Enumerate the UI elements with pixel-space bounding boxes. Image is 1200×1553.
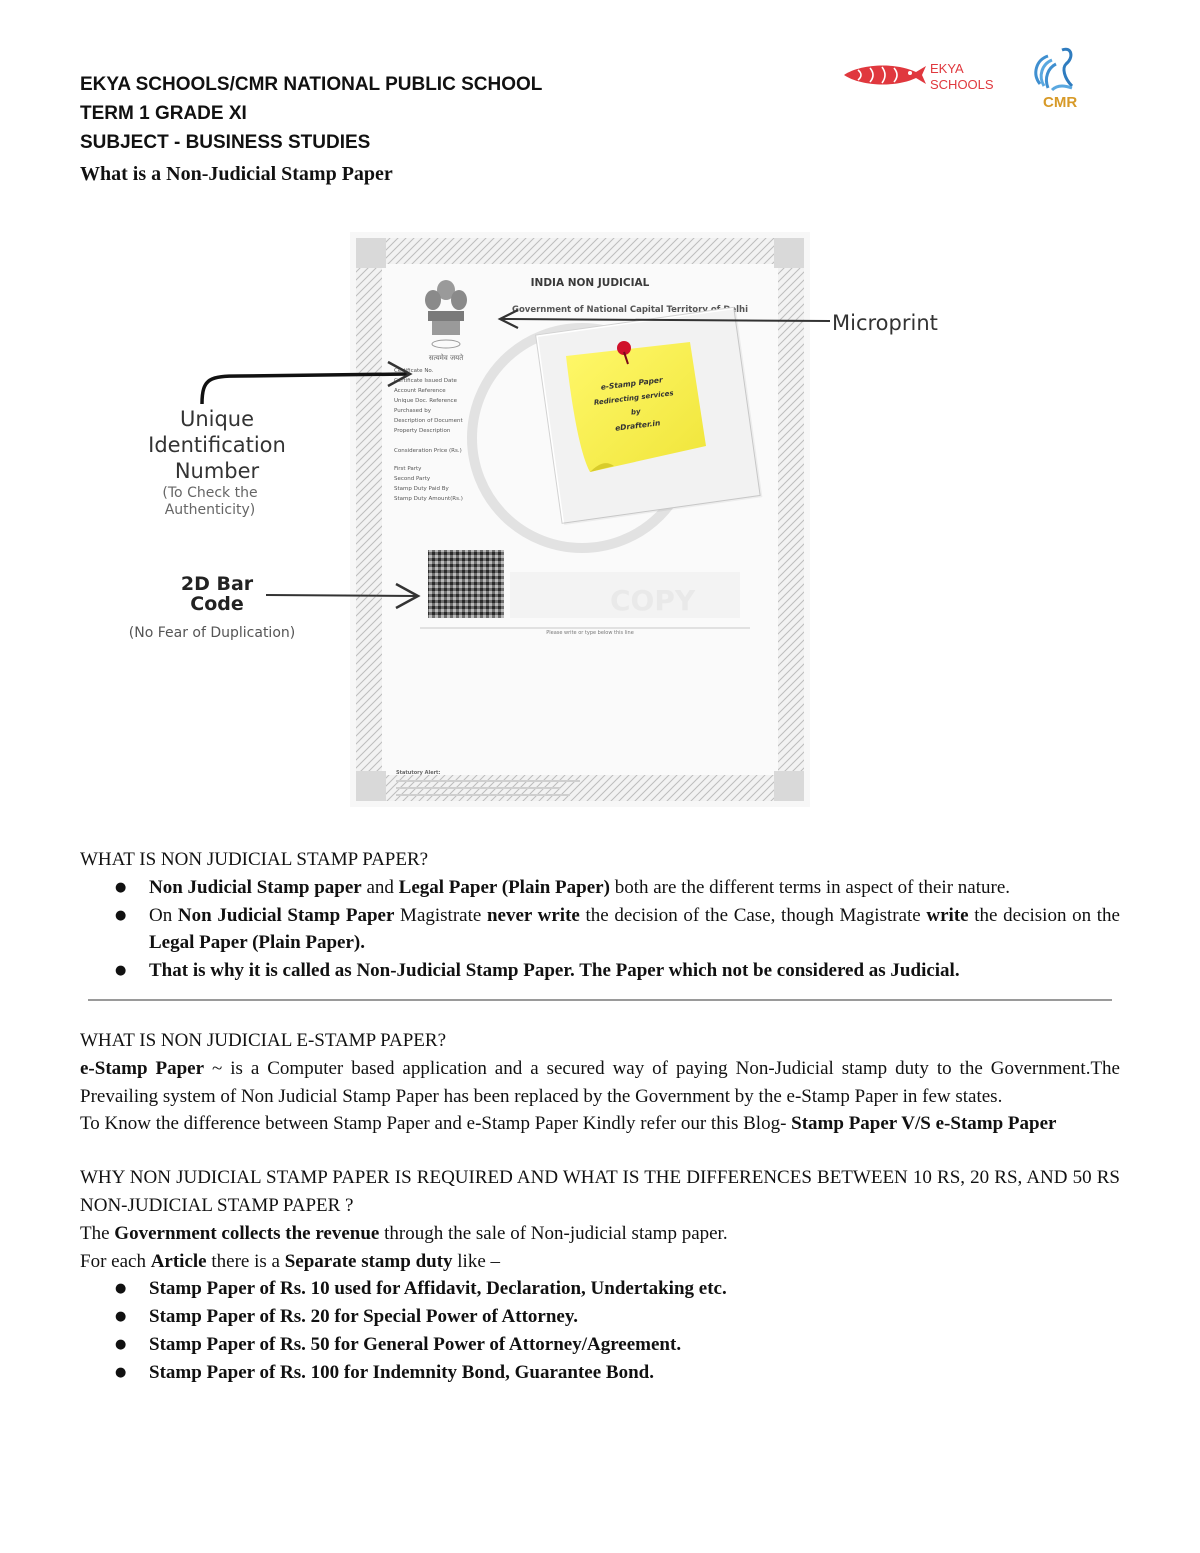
term-grade: TERM 1 GRADE XI: [80, 103, 247, 124]
blog-link-text: Stamp Paper V/S e-Stamp Paper: [791, 1113, 1057, 1135]
field-label: Description of Document: [394, 418, 463, 424]
topic-title: What is a Non-Judicial Stamp Paper: [80, 163, 393, 185]
footer-note: Statutory Alert:: [396, 770, 441, 776]
field-label: Stamp Duty Amount(Rs.): [394, 496, 463, 502]
cmr-logo-text: CMR: [1043, 94, 1078, 111]
text: and: [361, 876, 399, 898]
field-label: Property Description: [394, 428, 451, 434]
subject: SUBJECT - BUSINESS STUDIES: [80, 132, 371, 153]
text: there is a: [206, 1250, 285, 1272]
label-uin-2: Identification: [148, 433, 286, 457]
field-label: Certificate No.: [394, 368, 434, 374]
bold-text: Stamp Paper of Rs. 100 for Indemnity Bond, Guarantee Bond.: [149, 1361, 654, 1383]
label-uin-3: Number: [174, 459, 260, 483]
emblem-caption: सत्यमेव जयते: [428, 354, 464, 362]
field-label: Unique Doc. Reference: [394, 398, 457, 404]
qr-code-icon: [428, 550, 504, 618]
label-uin-1: Unique: [179, 407, 255, 431]
text: through the sale of Non-judicial stamp paper.: [379, 1222, 728, 1244]
ekya-logo-text-2: SCHOOLS: [930, 77, 994, 92]
label-uin-5: Authenticity): [164, 502, 256, 518]
bold-text: e-Stamp Paper: [80, 1057, 205, 1079]
text: the decision on the: [968, 904, 1120, 926]
document-header: [80, 70, 542, 189]
section2-paragraph-2: [80, 1110, 1120, 1138]
bold-text: Stamp Paper of Rs. 20 for Special Power of Attorney.: [149, 1306, 579, 1328]
bold-text: Non Judicial Stamp paper: [149, 876, 362, 898]
section1-heading: WHAT IS NON JUDICIAL STAMP PAPER?: [80, 849, 429, 870]
paper-title: INDIA NON JUDICIAL: [530, 277, 650, 289]
field-label: Purchased by: [394, 408, 431, 414]
label-barcode-3: (No Fear of Duplication): [128, 625, 296, 641]
text: On: [149, 904, 178, 926]
field-label: Consideration Price (Rs.): [394, 448, 462, 454]
text: The: [80, 1222, 115, 1244]
label-barcode-1: 2D Bar: [180, 573, 254, 595]
section-divider: [88, 999, 1112, 1001]
field-label: Stamp Duty Paid By: [394, 486, 449, 492]
sticky-note: [536, 307, 763, 525]
list-item: [149, 957, 1120, 985]
section3-heading: WHY NON JUDICIAL STAMP PAPER IS REQUIRED AND WHAT IS THE DIFFERENCES BETWEEN 10 RS, 20 RS, AND 50 RS NON-JUDICIAL STAMP PAPER ?: [80, 1167, 1120, 1216]
text: both are the different terms in aspect of their nature.: [609, 876, 1011, 898]
school-name: EKYA SCHOOLS/CMR NATIONAL PUBLIC SCHOOL: [80, 74, 543, 95]
stamp-paper-figure: [120, 228, 980, 810]
bold-text: Legal Paper (Plain Paper).: [149, 932, 366, 954]
text: the decision of the Case, though Magistrate: [579, 904, 927, 926]
bold-text: Separate stamp duty: [284, 1250, 453, 1272]
field-label: Second Party: [394, 476, 431, 482]
bold-text: Non Judicial Stamp Paper: [177, 904, 395, 926]
cmr-swan-icon: [1036, 49, 1072, 90]
text: For each: [80, 1250, 151, 1272]
bold-text: Stamp Paper of Rs. 10 used for Affidavit, Declaration, Undertaking etc.: [149, 1278, 727, 1300]
bold-text: never write: [486, 904, 580, 926]
stamp-paper-image: [350, 232, 810, 807]
text: To Know the difference between Stamp Paper and e-Stamp Paper Kindly refer our this Blog-: [80, 1113, 792, 1135]
text: like –: [452, 1250, 501, 1272]
text: Magistrate: [394, 904, 487, 926]
label-microprint: Microprint: [832, 311, 938, 335]
bold-text: write: [926, 904, 969, 926]
list-item: [149, 1303, 1120, 1331]
label-barcode-2: Code: [190, 593, 244, 615]
field-label: First Party: [394, 466, 422, 472]
text: ~ is a Computer based application and a secured way of paying Non-Judicial stamp duty to the Government.The Prevailing system of Non Judicial Stamp Paper has been replaced by the Government by the e-Stamp Paper in few states.: [80, 1057, 1120, 1107]
sign-line: Please write or type below this line: [546, 630, 634, 636]
list-item: [149, 1275, 1120, 1303]
note-line-4: eDrafter.in: [614, 418, 661, 433]
label-uin-4: (To Check the: [162, 485, 258, 501]
ekya-fish-logo: [844, 66, 926, 85]
note-line-2: Redirecting services: [593, 389, 675, 407]
note-line-1: e-Stamp Paper: [600, 375, 664, 392]
section2-heading: WHAT IS NON JUDICIAL E-STAMP PAPER?: [80, 1029, 447, 1051]
list-item: [149, 874, 1120, 902]
bold-text: That is why it is called as Non-Judicial Stamp Paper. The Paper which not be considered as Judicial.: [149, 960, 960, 982]
section1-list: [80, 874, 1120, 985]
list-item: [149, 1331, 1120, 1359]
document-body: [80, 846, 1120, 1387]
note-line-3: by: [630, 407, 641, 417]
stamp-duty-list: [80, 1275, 1120, 1386]
bold-text: Government collects the revenue: [114, 1222, 380, 1244]
field-label: Certificate Issued Date: [394, 378, 457, 384]
list-item: [149, 1359, 1120, 1387]
field-label: Account Reference: [394, 388, 446, 394]
bold-text: Article: [150, 1250, 207, 1272]
school-logos: [840, 44, 1100, 114]
bold-text: Stamp Paper of Rs. 50 for General Power of Attorney/Agreement.: [149, 1333, 682, 1355]
list-item: [149, 902, 1120, 958]
section3-paragraph-2: [80, 1248, 1120, 1276]
ekya-logo-text-1: EKYA: [930, 61, 964, 76]
bold-text: Legal Paper (Plain Paper): [398, 876, 610, 898]
section3-paragraph-1: [80, 1220, 1120, 1248]
paper-subtitle: Government of National Capital Territory of Delhi: [511, 305, 749, 315]
section2-paragraph-1: [80, 1055, 1120, 1111]
